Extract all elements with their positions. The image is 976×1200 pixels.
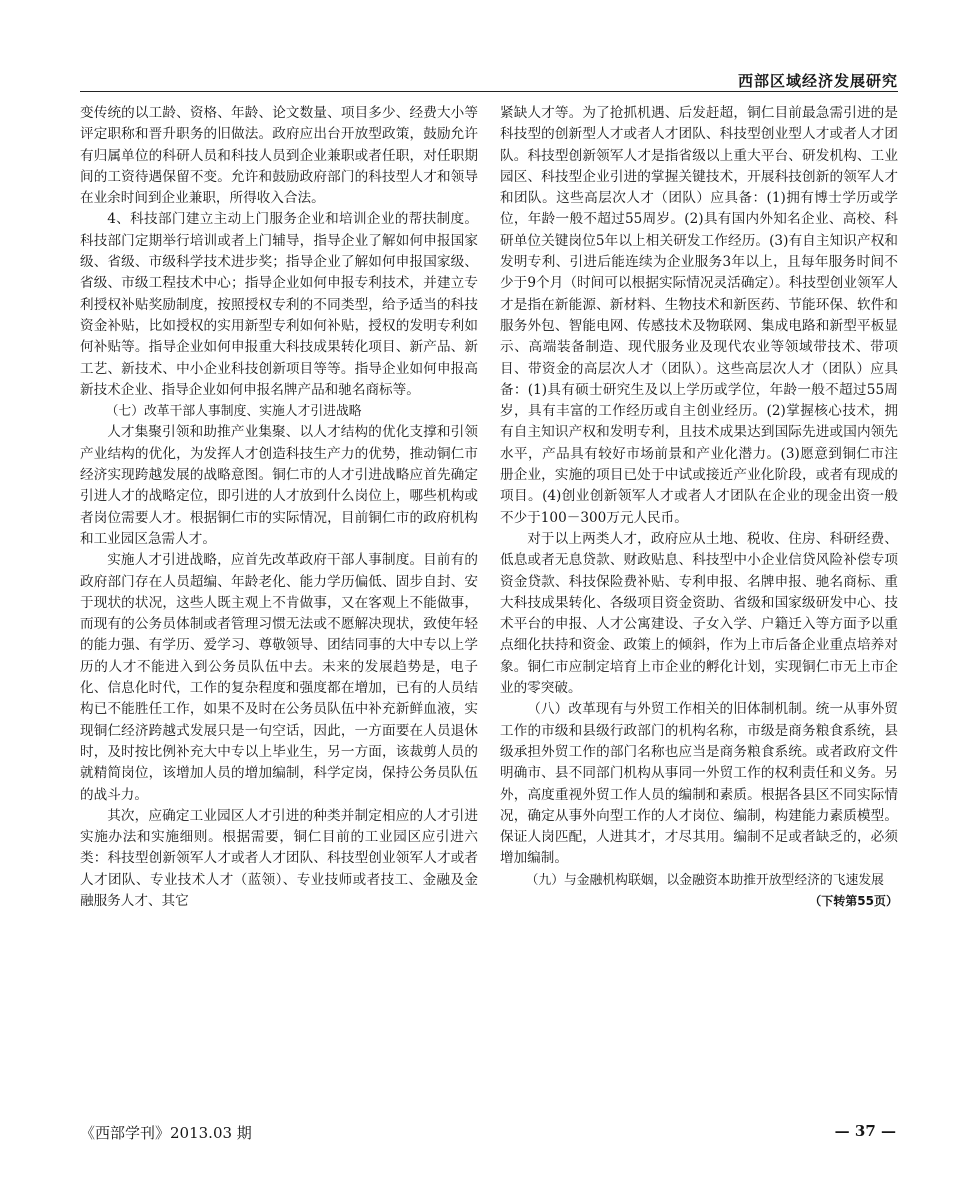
section-heading: （九）与金融机构联姻，以金融资本助推开放型经济的飞速发展 — [525, 872, 884, 888]
right-column — [500, 103, 898, 912]
paragraph: 紧缺人才等。为了抢抓机遇、后发赶超，铜仁目前最急需引进的是科技型的创新型人才或者人才团队、科技型创业型人才或者人才团队。科技型创新领军人才是指省级以上重大平台、研发机构、工业园区、科技型企业引进的掌握关键技术，开展科技创新的领军人才和团队。这些高层次人才（团队）应具备：(1)拥有博士学历或学位，年龄一般不超过55周岁。(2)具有国内外知名企业、高校、科研单位关键岗位5年以上相关研发工作经历。(3)有自主知识产权和发明专利、引进后能连续为企业服务3年以上，且每年服务时间不少于9个月（时间可以根据实际情况灵活确定）。科技型创业领军人才是指在新能源、新材料、生物技术和新医药、节能环保、软件和服务外包、智能电网、传感技术及物联网、集成电路和新型平板显示、高端装备制造、现代服务业及现代农业等领域带技术、带项目、带资金的高层次人才（团队）。这些高层次人才（团队）应具备：(1)具有硕士研究生及以上学历或学位，年龄一般不超过55周岁，具有丰富的工作经历或自主创业经历。(2)掌握核心技术，拥有自主知识产权和发明专利，且技术成果达到国际先进或国内领先水平，产品具有较好市场前景和产业化潜力。(3)愿意到铜仁市注册企业，实施的项目已处于中试或接近产业化阶段，或者有现成的项目。(4)创业创新领军人才或者人才团队在企业的现金出资一般不少于100－300万元人民币。 — [500, 105, 898, 526]
footer-page-number: — 37 — — [834, 1122, 896, 1140]
paragraph: 其次，应确定工业园区人才引进的种类并制定相应的人才引进实施办法和实施细则。根据需要，铜仁目前的工业园区应引进六类：科技型创新领军人才或者人才团队、科技型创业领军人才或者人才团队、专业技术人才（蓝领）、专业技师或者技工、金融及金融服务人才、其它 — [80, 807, 478, 909]
footer-journal: 《西部学刊》2013.03 期 — [80, 1124, 252, 1142]
left-column — [80, 103, 478, 912]
header-rule — [80, 91, 898, 92]
paragraph: 4、科技部门建立主动上门服务企业和培训企业的帮扶制度。科技部门定期举行培训或者上门辅导，指导企业了解如何申报国家级、省级、市级科学技术进步奖；指导企业了解如何申报国家级、省级、市级工程技术中心；指导企业如何申报专利技术，并建立专利授权补贴奖励制度，按照授权专利的不同类型，给予适当的科技资金补贴，比如授权的实用新型专利如何补贴，授权的发明专利如何补贴等。指导企业如何申报重大科技成果转化项目、新产品、新工艺、新技术、中小企业科技创新项目等等。指导企业如何申报高新技术企业、指导企业如何申报名牌产品和驰名商标等。 — [80, 211, 478, 398]
continuation-note: （下转第55页） — [809, 893, 898, 908]
paragraph: 实施人才引进战略，应首先改革政府干部人事制度。目前有的政府部门存在人员超编、年龄老化、能力学历偏低、固步自封、安于现状的状况，这些人既主观上不肯做事，又在客观上不能做事，而现有的公务员体制或者管理习惯无法或不愿解决现状，致使年轻的能力强、有学历、爱学习、尊敬领导、团结同事的大中专以上学历的人才不能进入到公务员队伍中去。未来的发展趋势是，电子化、信息化时代，工作的复杂程度和强度都在增加，已有的人员结构已不能胜任工作，如果不及时在公务员队伍中补充新鲜血液，实现铜仁经济跨越式发展只是一句空话，因此，一方面要在人员退休时，及时按比例补充大中专以上毕业生，另一方面，该裁剪人员的就精简岗位，该增加人员的增加编制，科学定岗，保持公务员队伍的战斗力。 — [80, 552, 478, 803]
paragraph: 变传统的以工龄、资格、年龄、论文数量、项目多少、经费大小等评定职称和晋升职务的旧做法。政府应出台开放型政策，鼓励允许有归属单位的科研人员和科技人员到企业兼职或者任职，对任职期间的工资待遇保留不变。允许和鼓励政府部门的科技型人才和领导在业余时间到企业兼职，所得收入合法。 — [80, 105, 478, 207]
paragraph: 人才集聚引领和助推产业集聚、以人才结构的优化支撑和引领产业结构的优化，为发挥人才创造科技生产力的优势，推动铜仁市经济实现跨越发展的战略意图。铜仁市的人才引进战略应首先确定引进人才的战略定位，即引进的人才放到什么岗位上，哪些机构或者岗位需要人才。根据铜仁市的实际情况，目前铜仁市的政府机构和工业园区急需人才。 — [80, 424, 478, 547]
section-heading: （七）改革干部人事制度、实施人才引进战略 — [105, 404, 362, 420]
paragraph: 对于以上两类人才，政府应从土地、税收、住房、科研经费、低息或者无息贷款、财政贴息、科技型中小企业信贷风险补偿专项资金贷款、科技保险费补贴、专利申报、名牌申报、驰名商标、重大科技成果转化、各级项目资金资助、省级和国家级研发中心、技术平台的申报、人才公寓建设、子女入学、户籍迁入等方面予以重点细化扶持和资金、政策上的倾斜，作为上市后备企业重点培养对象。铜仁市应制定培育上市企业的孵化计划，实现铜仁市无上市企业的零突破。 — [500, 530, 898, 697]
section-heading: （八）改革现有与外贸工作相关的旧体制机制。统一从事外贸工作的市级和县级行政部门的机构名称，市级是商务粮食系统，县级承担外贸工作的部门名称也应当是商务粮食系统。或者政府文件明确市、县不同部门机构从事同一外贸工作的权利责任和义务。另外，高度重视外贸工作人员的编制和素质。根据各县区不同实际情况，确定从事外向型工作的人才岗位、编制，构建能力素质模型。保证人岗匹配，人进其才，才尽其用。编制不足或者缺乏的，必须增加编制。 — [500, 701, 898, 867]
running-header-title: 西部区域经济发展研究 — [737, 72, 898, 90]
